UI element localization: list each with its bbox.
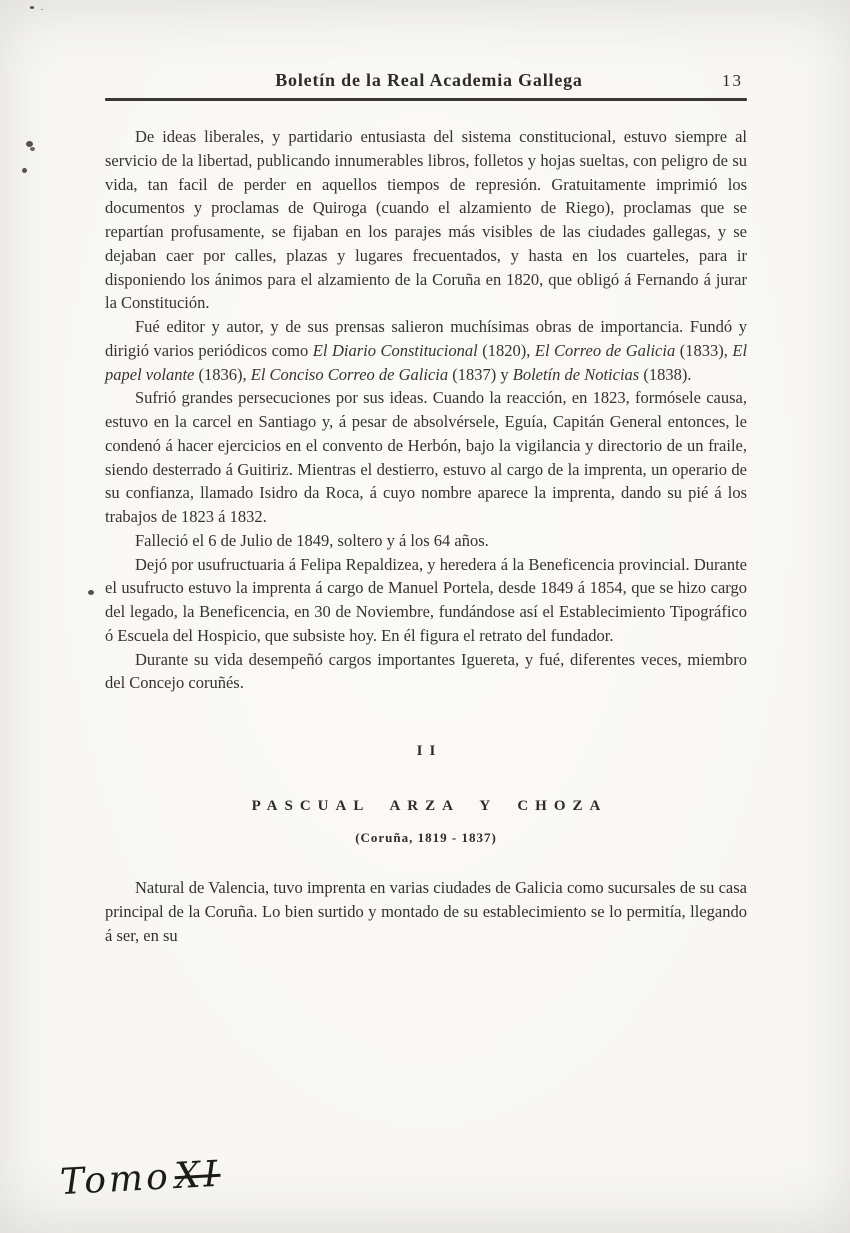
scan-speck bbox=[22, 168, 27, 173]
page-number: 13 bbox=[722, 71, 743, 90]
handwriting-word: Tomo bbox=[59, 1156, 172, 1204]
paragraph-editor-periodicals bbox=[105, 315, 747, 386]
handwritten-volume-note bbox=[59, 1154, 221, 1203]
journal-title: Boletín de la Real Academia Gallega bbox=[275, 70, 583, 90]
scan-speck bbox=[88, 590, 94, 595]
paragraph-public-offices: Durante su vida desempeñó cargos importantes Iguereta, y fué, diferentes veces, miembro del Concejo coruñés. bbox=[105, 649, 747, 693]
text-run: (1838). bbox=[643, 364, 692, 384]
page-header bbox=[105, 70, 747, 91]
section-number: II bbox=[416, 743, 443, 759]
paragraph-persecutions: Sufrió grandes persecuciones por sus ideas. Cuando la reacción, en 1823, formósele causa, estuvo en la carcel en Santiago y, á pesar de absolvérsele, Eguía, Capitán General entonces, le condenó á hacer ejercicios en el convento de Herbón, bajo la vigilancia y directorio de un fraile, siendo desterrado á Guitiriz. Mientras el destierro, estuvo al cargo de la imprenta, un operario de su confianza, llamado Isidro da Roca, á cuyo nombre aparece la imprenta, dando su pié á los trabajos de 1823 á 1832. bbox=[105, 388, 747, 526]
handwriting-number: XI bbox=[173, 1153, 222, 1198]
paragraph-death: Falleció el 6 de Julio de 1849, soltero y á los 64 años. bbox=[135, 530, 489, 550]
text-run: (1820), bbox=[482, 340, 531, 360]
scan-speck bbox=[26, 141, 33, 147]
text-run: (1837) y bbox=[452, 364, 509, 384]
section-heading-block bbox=[105, 743, 747, 846]
text-run: (1833), bbox=[679, 340, 728, 360]
section-title: PASCUAL ARZA Y CHOZA bbox=[251, 798, 608, 814]
text-run: (1836), bbox=[198, 364, 247, 384]
section-body bbox=[105, 876, 747, 947]
paragraph-inheritance: Dejó por usufructuaria á Felipa Repaldizea, y heredera á la Beneficencia provincial. Durante el usufructo estuvo la imprenta á cargo de Manuel Portela, desde 1849 á 1854, que se hizo cargo del legado, la Beneficencia, en 30 de Noviembre, fundándose así el Establecimiento Tipográfico ó Escuela del Hospicio, que subsiste hoy. En él figura el retrato del fundador. bbox=[105, 554, 747, 645]
paragraph-valencia: Natural de Valencia, tuvo imprenta en varias ciudades de Galicia como sucursales de su casa principal de la Coruña. Lo bien surtido y montado de su establecimiento se lo permitía, llegando á ser, en su bbox=[105, 878, 747, 945]
article-body bbox=[105, 125, 747, 695]
periodical-title: Boletín de Noticias bbox=[512, 364, 640, 384]
periodical-title: El Diario Constitucional bbox=[312, 340, 478, 360]
section-subtitle: (Coruña, 1819 - 1837) bbox=[355, 830, 497, 845]
periodical-title: El papel volante bbox=[105, 340, 748, 384]
paragraph-liberal-ideas: De ideas liberales, y partidario entusiasta del sistema constitucional, estuvo siempre al servicio de la libertad, publicando innumerables libros, folletos y hojas sueltas, con peligro de su vida, tan facil de perder en aquellos tiempos de represión. Gratuitamente imprimió los documentos y proclamas de Quiroga (cuando el alzamiento de Riego), proclamas que se repartían profusamente, se fijaban en los parajes más visibles de las ciudades gallegas, y se dejaban caer por calles, plazas y lugares frecuentados, y hasta en los cuarteles, para ir disponiendo los ánimos para el alzamiento de la Coruña en 1820, que obligó á Fernando á jurar la Constitución. bbox=[105, 127, 747, 313]
periodical-title: El Correo de Galicia bbox=[534, 340, 676, 360]
scan-speck bbox=[30, 6, 34, 9]
periodical-title: El Conciso Correo de Galicia bbox=[250, 364, 449, 384]
header-rule bbox=[105, 98, 747, 101]
page-content bbox=[105, 70, 747, 947]
text-run: Fué editor y autor, y de sus prensas salieron muchísimas obras de importancia. Fundó y dirigió varios periódicos como bbox=[105, 317, 747, 360]
